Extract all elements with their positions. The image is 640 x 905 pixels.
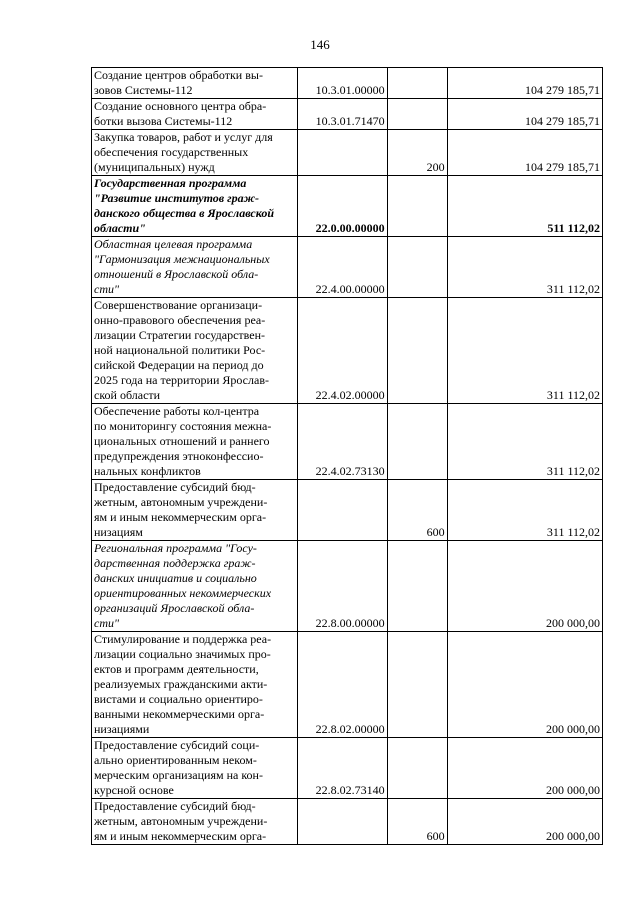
row-name-cell: Предоставление субсидий соци- ально ориентированным неком- мерческим организациям на кон- курсной основе [92, 738, 298, 799]
table-row [92, 480, 603, 541]
row-sum-cell: 104 279 185,71 [447, 130, 602, 176]
row-name-cell: Совершенствование организаци- онно-правового обеспечения реа- лизации Стратегии государствен- ной национальной политики Рос- сийской Федерации на период до 2025 года на территории Ярослав- ской области [92, 298, 298, 404]
table-row [92, 799, 603, 845]
row-name-cell: Предоставление субсидий бюд- жетным, автономным учреждени- ям и иным некоммерческим орга- низациям [92, 480, 298, 541]
row-sum-cell: 311 112,02 [447, 480, 602, 541]
row-type-cell: 200 [387, 130, 447, 176]
table-row [92, 68, 603, 99]
row-sum-cell: 104 279 185,71 [447, 68, 602, 99]
row-code-cell: 22.4.00.00000 [298, 237, 387, 298]
row-sum-cell: 200 000,00 [447, 541, 602, 632]
row-sum-cell: 200 000,00 [447, 632, 602, 738]
row-type-cell [387, 404, 447, 480]
row-code-cell: 22.0.00.00000 [298, 176, 387, 237]
row-name-cell: Предоставление субсидий бюд- жетным, автономным учреждени- ям и иным некоммерческим орга- [92, 799, 298, 845]
row-code-cell: 10.3.01.71470 [298, 99, 387, 130]
row-type-cell [387, 541, 447, 632]
row-sum-cell: 200 000,00 [447, 799, 602, 845]
row-type-cell [387, 298, 447, 404]
table-row [92, 237, 603, 298]
row-code-cell: 22.4.02.73130 [298, 404, 387, 480]
row-type-cell [387, 68, 447, 99]
row-code-cell [298, 799, 387, 845]
table-row [92, 541, 603, 632]
row-code-cell: 10.3.01.00000 [298, 68, 387, 99]
row-name-cell: Государственная программа "Развитие институтов граж- данского общества в Ярославской области" [92, 176, 298, 237]
table-row [92, 176, 603, 237]
row-code-cell [298, 480, 387, 541]
table-row [92, 99, 603, 130]
row-name-cell: Обеспечение работы кол-центра по мониторингу состояния межна- циональных отношений и раннего предупреждения этноконфессио- нальных конфликтов [92, 404, 298, 480]
row-sum-cell: 311 112,02 [447, 237, 602, 298]
row-sum-cell: 511 112,02 [447, 176, 602, 237]
row-name-cell: Региональная программа "Госу- дарственная поддержка граж- данских инициатив и социально ориентированных некоммерческих организаций Ярославской обла- сти" [92, 541, 298, 632]
budget-table [91, 67, 603, 845]
row-name-cell: Создание основного центра обра- ботки вызова Системы-112 [92, 99, 298, 130]
row-name-cell: Закупка товаров, работ и услуг для обеспечения государственных (муниципальных) нужд [92, 130, 298, 176]
table-row [92, 632, 603, 738]
row-code-cell [298, 130, 387, 176]
table-row [92, 738, 603, 799]
row-name-cell: Стимулирование и поддержка реа- лизации социально значимых про- ектов и программ деятельности, реализуемых гражданскими акти- вистами и социально ориентиро- ванными некоммерческими орга- низациями [92, 632, 298, 738]
row-sum-cell: 200 000,00 [447, 738, 602, 799]
row-sum-cell: 104 279 185,71 [447, 99, 602, 130]
table-row [92, 130, 603, 176]
row-type-cell [387, 632, 447, 738]
row-type-cell [387, 176, 447, 237]
table-row [92, 404, 603, 480]
row-sum-cell: 311 112,02 [447, 298, 602, 404]
row-sum-cell: 311 112,02 [447, 404, 602, 480]
row-code-cell: 22.8.02.73140 [298, 738, 387, 799]
row-code-cell: 22.8.00.00000 [298, 541, 387, 632]
row-name-cell: Создание центров обработки вы- зовов Системы-112 [92, 68, 298, 99]
row-type-cell: 600 [387, 480, 447, 541]
table-row [92, 298, 603, 404]
row-name-cell: Областная целевая программа "Гармонизация межнациональных отношений в Ярославской обла- сти" [92, 237, 298, 298]
row-type-cell [387, 99, 447, 130]
row-type-cell: 600 [387, 799, 447, 845]
row-code-cell: 22.4.02.00000 [298, 298, 387, 404]
row-code-cell: 22.8.02.00000 [298, 632, 387, 738]
row-type-cell [387, 237, 447, 298]
page-number: 146 [310, 37, 330, 52]
budget-table-body [92, 68, 603, 845]
row-type-cell [387, 738, 447, 799]
